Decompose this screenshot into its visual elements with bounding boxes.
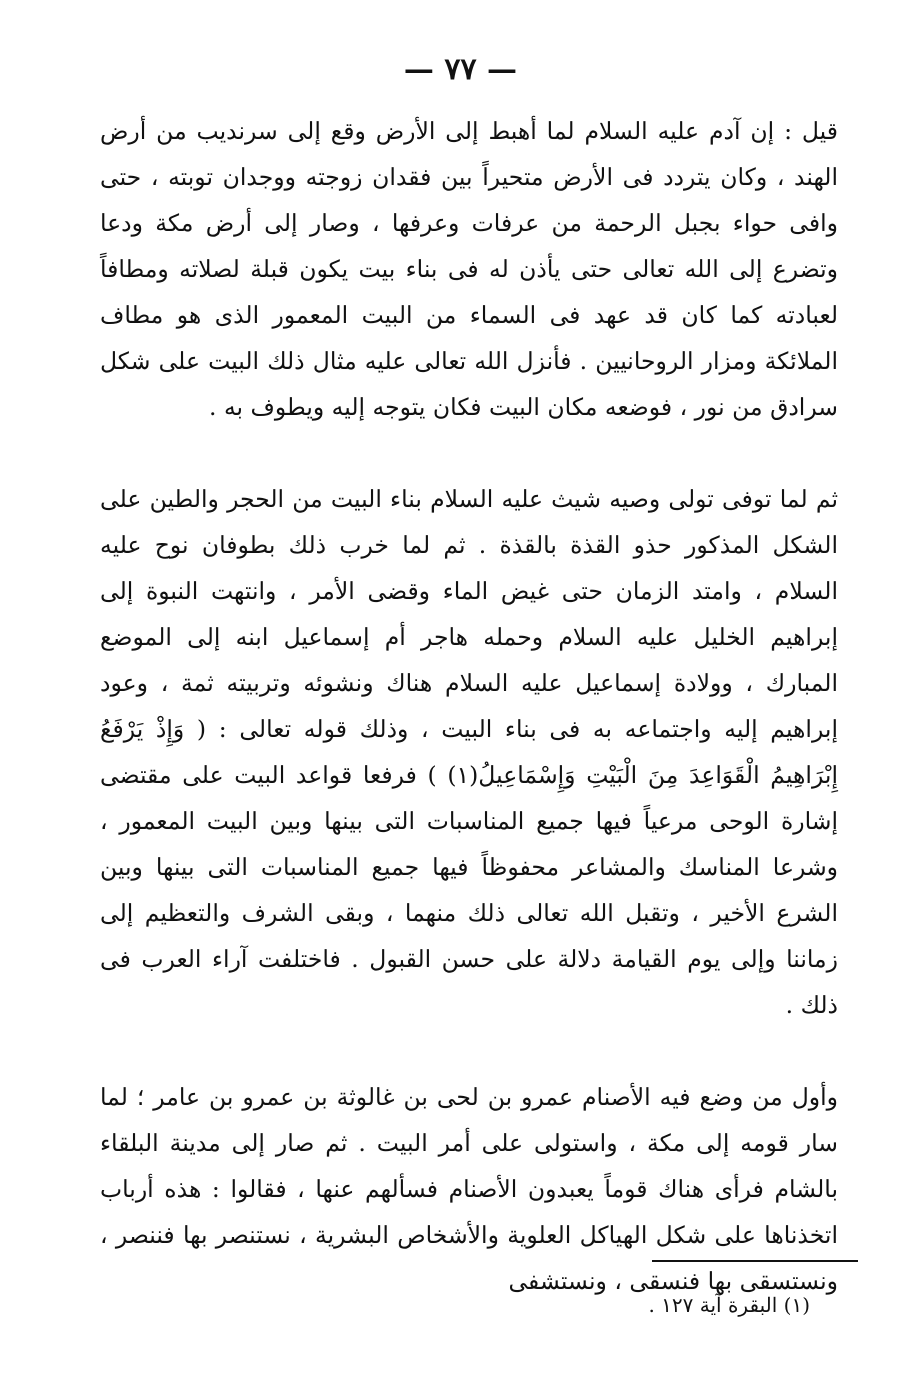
paragraph-adam: قيل : إن آدم عليه السلام لما أهبط إلى الأرض وقع إلى سرنديب من أرض الهند ، وكان يتردد فى الأرض متحيراً بين فقدان زوجته ووجدان توبته ، حتى وافى حواء بجبل الرحمة من عرفات وعرفها ، وصار إلى أرض مكة ودعا وتضرع إلى الله تعالى حتى يأذن له فى بناء بيت يكون قبلة لصلاته ومطافاً لعبادته كما كان قد عهد فى السماء من البيت المعمور الذى هو مطاف الملائكة ومزار الروحانيين . فأنزل الله تعالى عليه مثال ذلك البيت على شكل سرادق من نور ، فوضعه مكان البيت فكان يتوجه إليه ويطوف به .	[100, 117, 838, 421]
main-text	[100, 108, 838, 1304]
page-number: — ٧٧ —	[403, 52, 518, 87]
footnote: (١) البقرة آية ١٢٧ .	[648, 1293, 810, 1317]
footnote-divider	[652, 1260, 858, 1262]
paragraph-building: ثم لما توفى تولى وصيه شيث عليه السلام بناء البيت من الحجر والطين على الشكل المذكور حذو القذة بالقذة . ثم لما خرب ذلك بطوفان نوح عليه السلام ، وامتد الزمان حتى غيض الماء وقضى الأمر ، وانتهت النبوة إلى إبراهيم الخليل عليه السلام وحمله هاجر أم إسماعيل ابنه إلى الموضع المبارك ، وولادة إسماعيل عليه السلام هناك ونشوئه وتربيته ثمة ، وعود إبراهيم إليه واجتماعه به فى بناء البيت ، وذلك قوله تعالى : ( وَإِذْ يَرْفَعُ إِبْرَاهِيمُ الْقَوَاعِدَ مِنَ الْبَيْتِ وَإِسْمَاعِيلُ(١) ) فرفعا قواعد البيت على مقتضى إشارة الوحى مرعياً فيها جميع المناسبات التى بينها وبين البيت المعمور ، وشرعا المناسك والمشاعر محفوظاً فيها جميع المناسبات التى بينها وبين الشرع الأخير ، وتقبل الله تعالى ذلك منهما ، وبقى الشرف والتعظيم إلى زماننا وإلى يوم القيامة دلالة على حسن القبول . فاختلفت آراء العرب فى ذلك .	[100, 485, 838, 1019]
paragraph-idols: وأول من وضع فيه الأصنام عمرو بن لحى بن غالوثة بن عمرو بن عامر ؛ لما سار قومه إلى مكة ، واستولى على أمر البيت . ثم صار إلى مدينة البلقاء بالشام فرأى هناك قوماً يعبدون الأصنام فسألهم عنها ، فقالوا : هذه أرباب اتخذناها على شكل الهياكل العلوية والأشخاص البشرية ، نستنصر بها فننصر ، ونستسقى بها فنسقى ، ونستشفى	[100, 1083, 838, 1295]
